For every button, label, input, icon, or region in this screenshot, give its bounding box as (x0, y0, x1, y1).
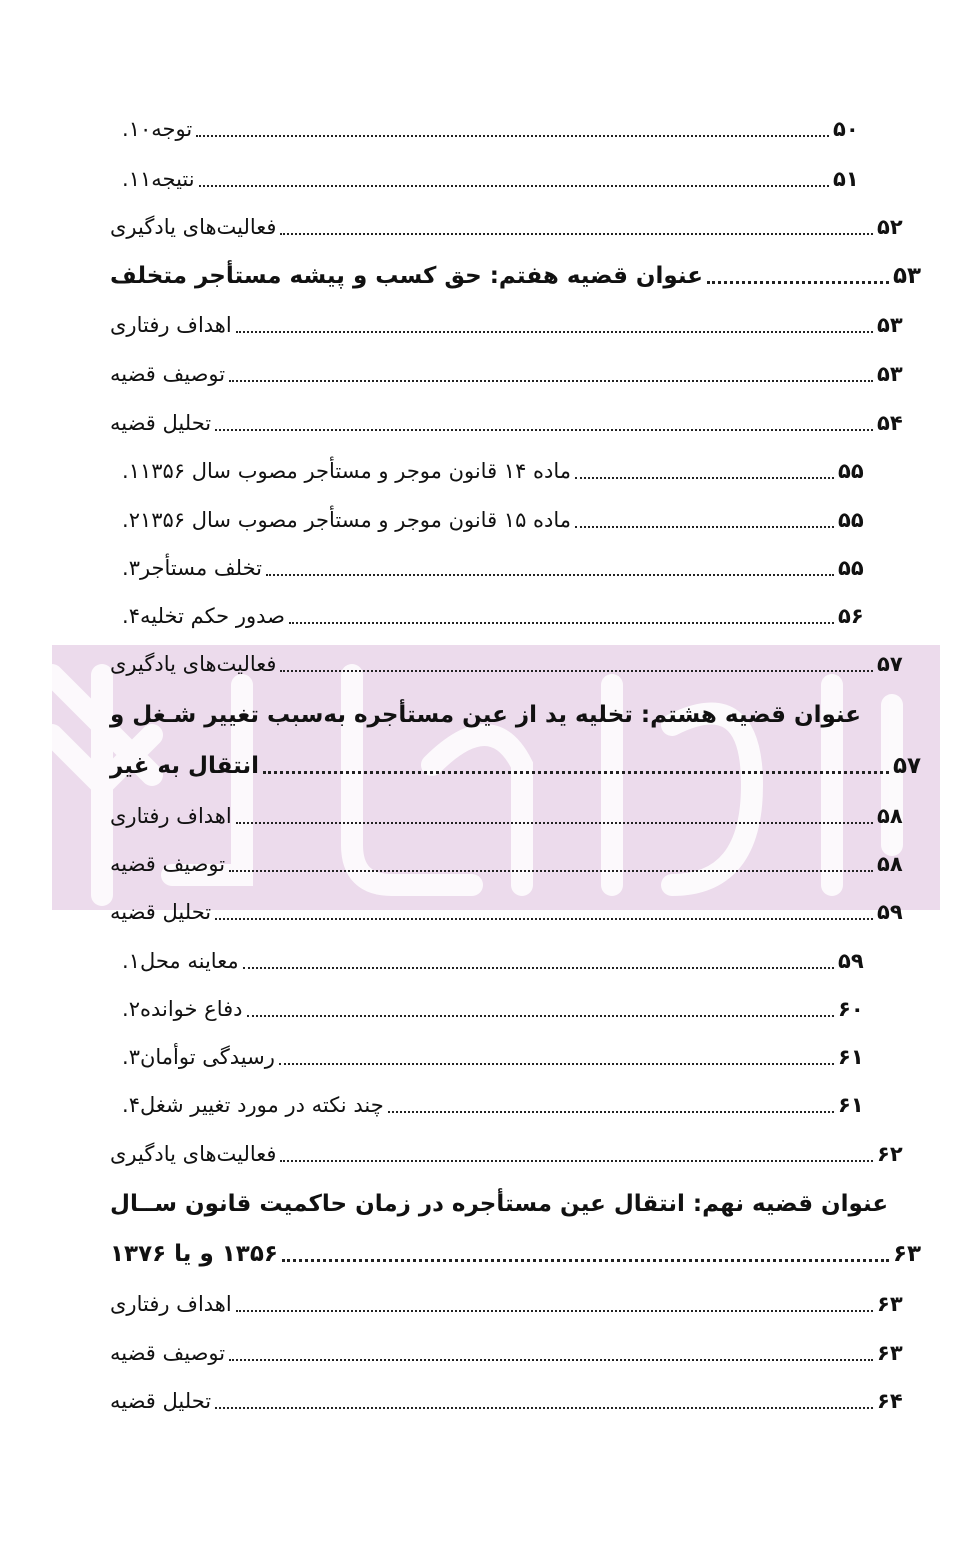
entry-number: ۳. (122, 1045, 140, 1069)
entry-title: ماده ۱۴ قانون موجر و مستأجر مصوب سال ۱۳۵۶ (139, 459, 572, 483)
page-number: ۵۷ (877, 652, 903, 676)
toc-entry[interactable] (110, 394, 929, 438)
page-number: ۵۳ (877, 362, 903, 386)
entry-title: دفاع خوانده (139, 997, 243, 1021)
entry-title: رسیدگی توأمان (139, 1045, 275, 1069)
dot-leader (236, 1310, 873, 1312)
entry-number: ۱. (122, 949, 140, 973)
dot-leader (199, 185, 829, 187)
toc-entry[interactable] (110, 787, 929, 831)
toc-entry[interactable] (110, 635, 929, 679)
entry-title: عنوان قضیه هفتم: حق کسب و پیشه مستأجر متخلف (110, 263, 703, 289)
page-number: ۶۴ (877, 1389, 903, 1413)
toc-entry[interactable] (110, 539, 929, 583)
entry-title: چند نکته در مورد تغییر شغل (139, 1093, 384, 1117)
toc-entry[interactable] (110, 1076, 929, 1120)
toc-entry[interactable] (110, 150, 929, 194)
dot-leader (243, 967, 834, 969)
dot-leader (229, 870, 873, 872)
entry-number: ۴. (122, 604, 140, 628)
page-number: ۵۳ (877, 313, 903, 337)
entry-number: ۲. (122, 997, 140, 1021)
dot-leader (289, 622, 834, 624)
dot-leader (388, 1111, 834, 1113)
page-number: ۵۵ (838, 459, 864, 483)
toc-entry[interactable] (110, 1324, 929, 1368)
dot-leader (279, 1063, 834, 1065)
page-number: ۵۷ (893, 753, 922, 779)
entry-title: تحلیل قضیه (110, 411, 212, 435)
page-number: ۶۳ (877, 1292, 903, 1316)
page-number: ۶۱ (838, 1093, 864, 1117)
toc-entry[interactable] (110, 883, 929, 927)
entry-title: توصیف قضیه (110, 852, 226, 876)
page-number: ۶۲ (877, 1142, 903, 1166)
toc-entry[interactable] (110, 296, 929, 340)
entry-title: توصیف قضیه (110, 362, 226, 386)
entry-title: ماده ۱۵ قانون موجر و مستأجر مصوب سال ۱۳۵۶ (139, 508, 572, 532)
dot-leader (236, 822, 873, 824)
entry-title: اهداف رفتاری (110, 804, 232, 828)
toc-entry[interactable] (110, 442, 929, 486)
page-number: ۶۳ (877, 1341, 903, 1365)
dot-leader (215, 1407, 873, 1409)
dot-leader (575, 477, 834, 479)
entry-number: ۴. (122, 1093, 140, 1117)
toc-heading[interactable] (110, 247, 929, 291)
entry-title: اهداف رفتاری (110, 1292, 232, 1316)
entry-title: تحلیل قضیه (110, 1389, 212, 1413)
entry-title: اهداف رفتاری (110, 313, 232, 337)
page-number: ۶۱ (838, 1045, 864, 1069)
toc-entry[interactable] (110, 100, 929, 144)
dot-leader (280, 1160, 873, 1162)
page-number: ۵۴ (877, 411, 903, 435)
entry-title: صدور حکم تخلیه (139, 604, 285, 628)
toc-entry[interactable] (110, 1372, 929, 1416)
entry-title: انتقال به غیر (110, 753, 260, 779)
toc-heading[interactable] (110, 686, 929, 730)
toc-entry[interactable] (110, 587, 929, 631)
toc-entry[interactable] (110, 932, 929, 976)
dot-leader (196, 135, 829, 137)
dot-leader (280, 233, 873, 235)
toc-entry[interactable] (110, 345, 929, 389)
entry-title: نتیجه (151, 167, 195, 191)
entry-title: توجه (151, 117, 193, 141)
toc-entry[interactable] (110, 1125, 929, 1169)
entry-title: توصیف قضیه (110, 1341, 226, 1365)
page-number: ۶۰ (838, 997, 864, 1021)
entry-title: تخلف مستأجر (139, 556, 263, 580)
entry-title: فعالیت‌های یادگیری (110, 215, 277, 239)
dot-leader (215, 918, 873, 920)
entry-title: عنوان قضیه نهم: انتقال عین مستأجره در زمان حاکمیت قانون ســال (110, 1191, 889, 1217)
page-number: ۵۹ (838, 949, 864, 973)
dot-leader (280, 670, 873, 672)
dot-leader (575, 526, 834, 528)
toc-entry[interactable] (110, 1275, 929, 1319)
page-number: ۵۰ (833, 117, 859, 141)
toc-entry[interactable] (110, 491, 929, 535)
page-number: ۵۲ (877, 215, 903, 239)
entry-number: ۱. (122, 459, 140, 483)
dot-leader (215, 429, 873, 431)
toc-entry[interactable] (110, 980, 929, 1024)
entry-title: ۱۳۵۶ و یا ۱۳۷۶ (110, 1241, 278, 1267)
page-number: ۶۳ (893, 1241, 922, 1267)
entry-title: معاینه محل (139, 949, 239, 973)
entry-title: فعالیت‌های یادگیری (110, 1142, 277, 1166)
page-number: ۵۸ (877, 852, 903, 876)
page-number: ۵۱ (833, 167, 859, 191)
toc-entry[interactable] (110, 198, 929, 242)
dot-leader (263, 771, 889, 774)
dot-leader (707, 281, 889, 284)
dot-leader (282, 1259, 889, 1262)
entry-number: ۲. (122, 508, 140, 532)
toc-heading[interactable] (110, 1175, 929, 1219)
page-number: ۵۹ (877, 900, 903, 924)
entry-title: عنوان قضیه هشتم: تخلیه ید از عین مستأجره به‌سبب تغییر شـغل و (110, 702, 861, 728)
dot-leader (266, 574, 834, 576)
dot-leader (229, 1359, 873, 1361)
toc-heading[interactable] (110, 1225, 929, 1269)
page-number: ۵۶ (838, 604, 864, 628)
dot-leader (236, 331, 873, 333)
entry-number: ۱۰. (122, 117, 152, 141)
entry-title: تحلیل قضیه (110, 900, 212, 924)
dot-leader (247, 1015, 835, 1017)
entry-title: فعالیت‌های یادگیری (110, 652, 277, 676)
page-number: ۵۵ (838, 556, 864, 580)
dot-leader (229, 380, 873, 382)
page-number: ۵۳ (893, 263, 922, 289)
toc-heading[interactable] (110, 737, 929, 781)
page-number: ۵۵ (838, 508, 864, 532)
entry-number: ۱۱. (122, 167, 152, 191)
toc-entry[interactable] (110, 835, 929, 879)
entry-number: ۳. (122, 556, 140, 580)
page-number: ۵۸ (877, 804, 903, 828)
toc-entry[interactable] (110, 1028, 929, 1072)
